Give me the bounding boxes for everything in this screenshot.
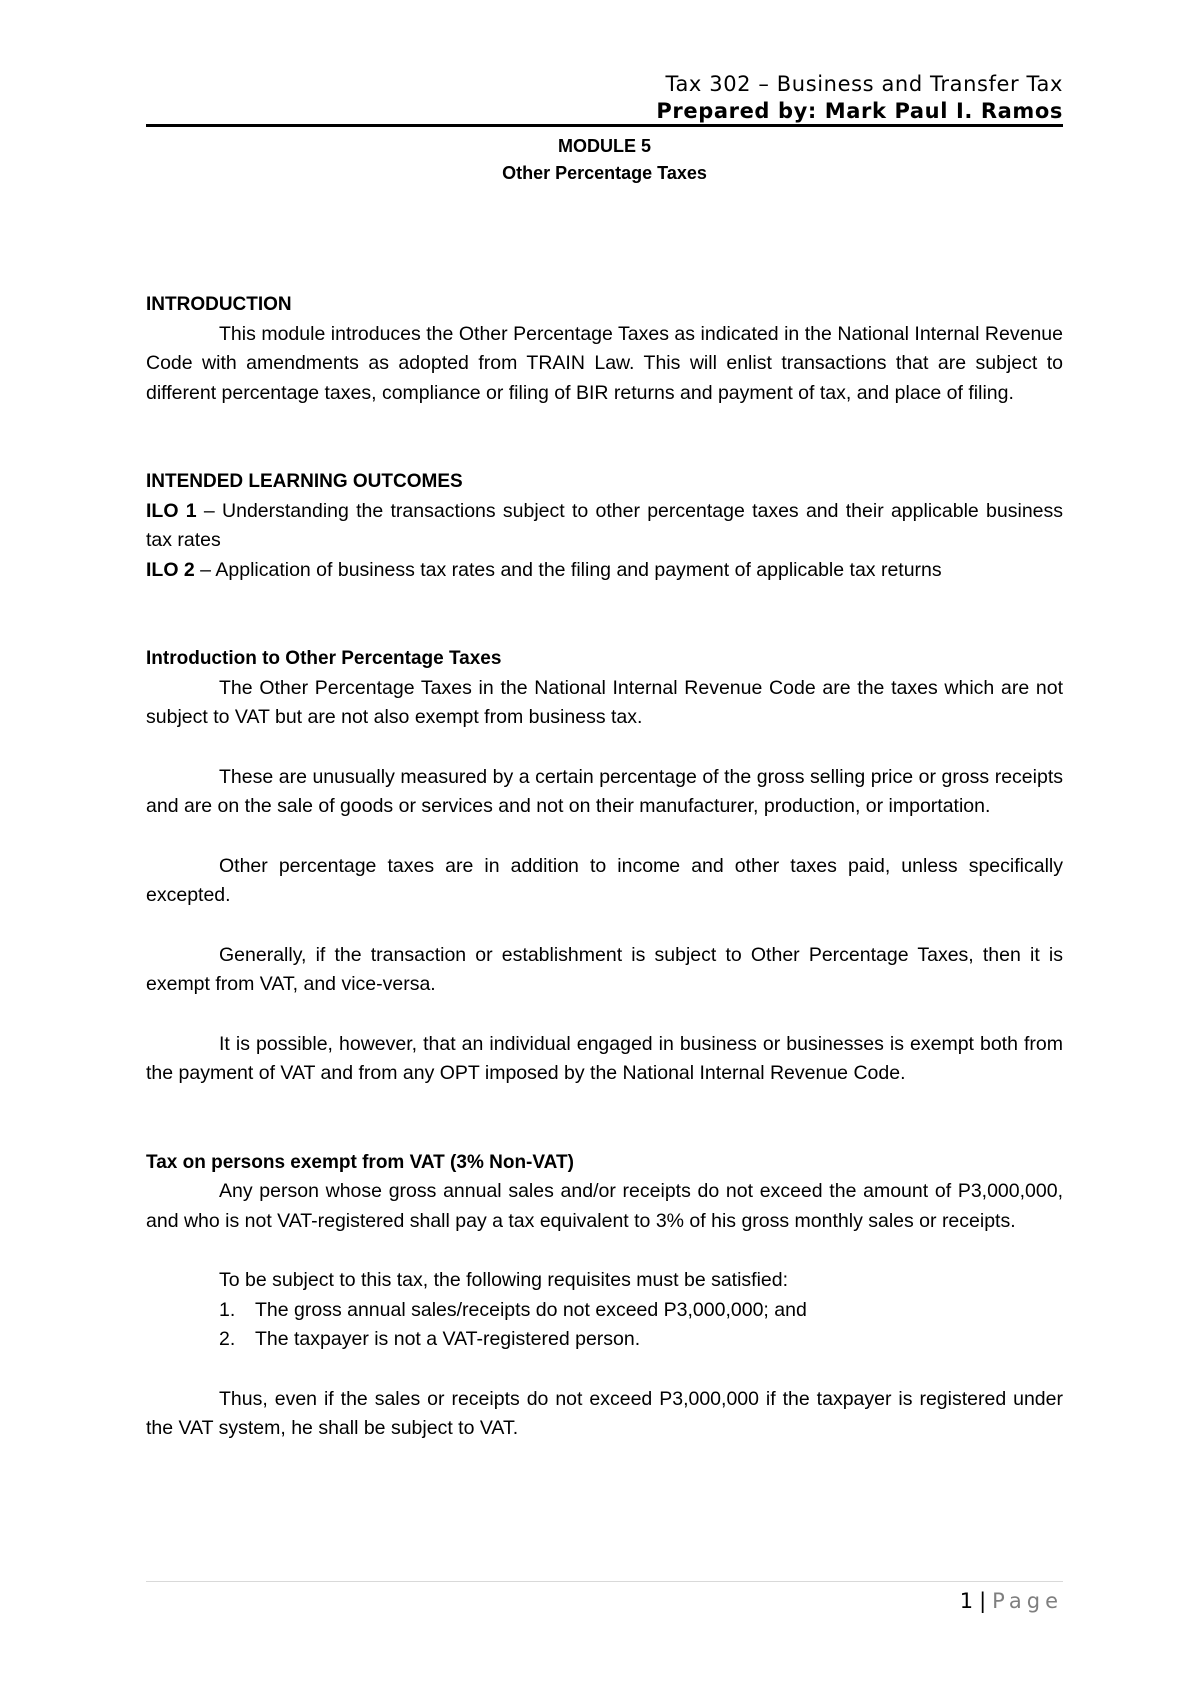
module-title: Other Percentage Taxes xyxy=(502,163,707,183)
list-number: 1. xyxy=(219,1298,236,1321)
opt-paragraph: Other percentage taxes are in addition to income and other taxes paid, unless specifically excepted. xyxy=(146,854,1063,906)
page-footer xyxy=(960,1586,1063,1616)
module-number: MODULE 5 xyxy=(557,136,651,156)
header-prepared-by: Prepared by: Mark Paul I. Ramos xyxy=(656,99,1063,123)
list-text: The taxpayer is not a VAT-registered person. xyxy=(255,1328,641,1350)
non-vat-paragraph: Any person whose gross annual sales and/or receipts do not exceed the amount of P3,000,000, and who is not VAT-registered shall pay a tax equivalent to 3% of his gross monthly sales or receipts. xyxy=(146,1180,1063,1232)
ilo-item xyxy=(146,556,1063,586)
section-heading-opt-intro: Introduction to Other Percentage Taxes xyxy=(146,648,502,669)
ilo-text: – Understanding the transactions subject to other percentage taxes and their applicable business tax rates xyxy=(146,499,1064,551)
page-label: Page xyxy=(992,1589,1063,1613)
footer-divider xyxy=(146,1581,1063,1582)
opt-paragraph: The Other Percentage Taxes in the National Internal Revenue Code are the taxes which are not subject to VAT but are not also exempt from business tax. xyxy=(146,676,1063,728)
document-body xyxy=(146,290,1063,1444)
header-divider xyxy=(146,124,1063,127)
list-number: 2. xyxy=(219,1328,236,1350)
list-item xyxy=(219,1325,1063,1355)
opt-paragraph: Generally, if the transaction or establishment is subject to Other Percentage Taxes, then it is exempt from VAT, and vice-versa. xyxy=(146,943,1063,995)
list-text: The gross annual sales/receipts do not exceed P3,000,000; and xyxy=(255,1298,807,1321)
ilo-label: ILO 1 xyxy=(146,499,197,522)
ilo-text: – Application of business tax rates and the filing and payment of applicable tax returns xyxy=(194,558,942,581)
ilo-item xyxy=(146,497,1063,556)
list-item xyxy=(219,1296,1063,1326)
requisites-list xyxy=(146,1296,1063,1355)
section-heading-introduction: INTRODUCTION xyxy=(146,294,292,315)
requisites-intro: To be subject to this tax, the following requisites must be satisfied: xyxy=(219,1269,789,1291)
section-heading-non-vat: Tax on persons exempt from VAT (3% Non-VAT) xyxy=(146,1151,574,1173)
opt-paragraph: These are unusually measured by a certain percentage of the gross selling price or gross receipts and are on the sale of goods or services and not on their manufacturer, production, or importation. xyxy=(146,765,1063,817)
page-separator: | xyxy=(979,1589,987,1613)
non-vat-conclusion: Thus, even if the sales or receipts do not exceed P3,000,000 if the taxpayer is registered under the VAT system, he shall be subject to VAT. xyxy=(146,1387,1063,1439)
introduction-paragraph: This module introduces the Other Percentage Taxes as indicated in the National Internal Revenue Code with amendments as adopted from TRAIN Law. This will enlist transactions that are subject to different percentage taxes, compliance or filing of BIR returns and payment of tax, and place of filing. xyxy=(146,322,1063,404)
section-heading-ilo: INTENDED LEARNING OUTCOMES xyxy=(146,471,463,492)
opt-paragraph: It is possible, however, that an individual engaged in business or businesses is exempt both from the payment of VAT and from any OPT imposed by the National Internal Revenue Code. xyxy=(146,1032,1063,1084)
ilo-label: ILO 2 xyxy=(146,558,195,581)
page-number: 1 xyxy=(959,1589,974,1613)
header-course-title: Tax 302 – Business and Transfer Tax xyxy=(665,72,1063,96)
